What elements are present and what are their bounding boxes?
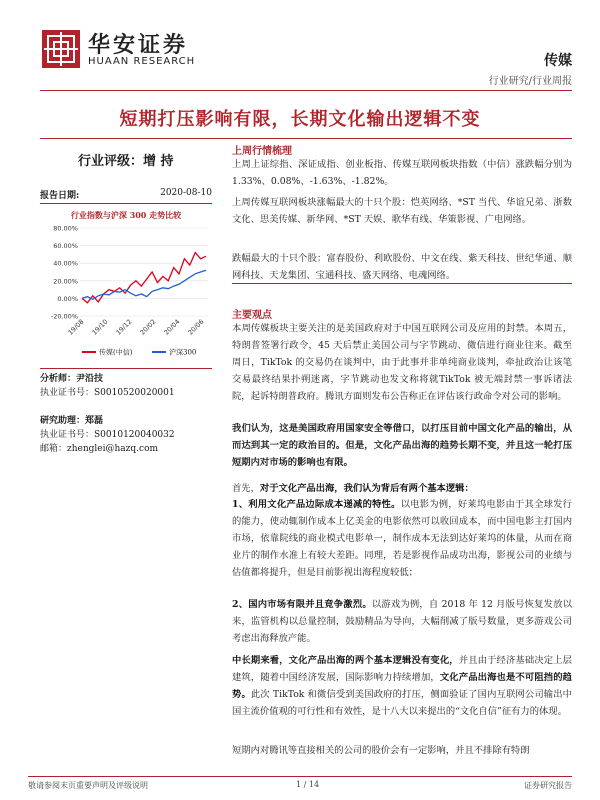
two-logics-bold: 对于文化产品出海，我们认为背后有两个基本逻辑：: [259, 483, 474, 494]
chart-x-tick-label: 20/02: [138, 317, 158, 337]
paragraph-long-term: [232, 652, 572, 720]
paragraph-logic-two: [232, 596, 572, 647]
paragraph-two-logics: [232, 480, 572, 497]
chart-x-tick-label: 19/12: [114, 317, 134, 337]
paragraph-core-view: 我们认为，这是美国政府用国家安全等借口，以打压目前中国文化产品的输出，从而达到其一定的政治目的。但是，文化产品出海的趋势长期不变，并且这一轮打压短期内对市场的影响也有限。: [232, 423, 572, 468]
chart-legend-label: 传媒(中信): [99, 348, 133, 357]
rating-value: 增 持: [143, 154, 174, 169]
long-term-text-1: 并且由于经济基础决定上层建筑，随着中国经济发展，国际影响力持续增加，: [232, 655, 572, 683]
title-divider: [40, 138, 572, 139]
analyst-label: 分析师：: [40, 374, 77, 384]
analyst-cert: 执业证书号：S0010520020001: [40, 388, 175, 398]
logic-one-body: 以电影为例，好莱坞电影由于其全球发行的能力，使动辄制作成本上亿美金的电影依然可以收回成本，而中国电影主打国内市场，依靠院线的商业模式电影单一，制作成本无法到达好莱坞的体量，从而在商业片的制作水准上有较大差距。同理，若是影视作品成功出海，影视公司的业绩与估值都将提升，但是目前影视出海程度较低；: [232, 499, 572, 578]
chart-y-tick-label: -20.00%: [50, 312, 78, 321]
paragraph-short-term: 短期内对腾讯等直接相关的公司的股价会有一定影响，并且不排除有特朗: [232, 745, 530, 756]
chart-series-line: [82, 270, 206, 299]
two-logics-lead: 首先，: [232, 483, 260, 494]
analyst-name: 尹沿技: [76, 374, 104, 384]
logic-one-heading: 1、利用文化产品边际成本递减的特性。: [232, 499, 401, 510]
assistant-email[interactable]: 邮箱：zhenglei@hazq.com: [40, 444, 159, 454]
chart-x-tick-label: 20/04: [162, 317, 182, 337]
header-divider: [40, 90, 572, 91]
index-comparison-chart: [40, 224, 212, 364]
section-heading-market-review: 上周行情梳理: [232, 146, 292, 157]
logo-chinese-text: 华安证券: [88, 32, 189, 58]
chart-y-tick-label: 60.00%: [53, 242, 78, 251]
paragraph-us-ban: 本周传媒板块主要关注的是美国政府对于中国互联网公司及应用的封禁。本周五，特朗普签署行政令，45 天后禁止美国公司与字节跳动、微信进行商业往来。截至周日，TikTok 的交易仍在谈判中，由于此事并非单纯商业谈判，牵扯政治让该笔交易最终结果扑朔迷离，字节跳动也发文称将就TikTok 被无端封禁一事诉诸法院，起诉特朗普政府。腾讯方面则发布公告称正在评估该行政命令对公司的影响。: [232, 323, 572, 402]
long-term-bold-2: 文化产品出海也是不可阻挡的趋势。: [232, 672, 572, 700]
analyst-row: [40, 372, 103, 386]
chart-y-tick-label: 80.00%: [53, 224, 78, 233]
paragraph-logic-one: [232, 496, 572, 581]
footer-report-label: 证券研究报告: [524, 781, 572, 790]
date-divider: [40, 203, 212, 204]
chart-legend-label: 沪深300: [169, 348, 197, 357]
report-title: 短期打压影响有限，长期文化输出逻辑不变: [119, 109, 481, 130]
report-date-row: [40, 188, 212, 201]
logic-two-body: 以游戏为例，自 2018 年 12 月版号恢复发放以来，监管机构以总量控制，鼓励精品为导向，大幅削减了版号数量，更多游戏公司考虑出海释放产能。: [232, 599, 572, 644]
chart-x-tick-label: 20/06: [186, 317, 206, 337]
paragraph-top-losers: 跌幅最大的十只个股：富春股份、利欧股份、中文在线、紫天科技、世纪华通、顺网科技、天龙集团、宝通科技、盛天网络、电魂网络。: [232, 253, 572, 281]
industry-name: 传媒: [544, 53, 572, 69]
chart-y-tick-label: 0.00%: [57, 294, 78, 303]
long-term-text-2: 此次 TikTok 和微信受到美国政府的打压，侧面验证了国内互联网公司输出中国主流价值观的可行性和有效性，是十八大以来提出的“文化自信”征有力的体现。: [232, 689, 572, 717]
chart-y-tick-label: 40.00%: [53, 259, 78, 268]
report-date-value: 2020-08-10: [160, 188, 212, 198]
paragraph-top-gainers: 上周传媒互联网板块涨幅最大的十只个股：恺英网络、*ST 当代、华谊兄弟、浙数文化、思美传媒、新华网、*ST 天娱、歌华有线、华策影视、广电网络。: [232, 197, 572, 225]
section-divider: [232, 283, 572, 284]
chart-x-tick-label: 19/10: [90, 317, 110, 337]
footer-divider: [28, 776, 572, 777]
report-date-label: 报告日期:: [40, 191, 80, 201]
chart-x-tick-label: 19/08: [66, 317, 86, 337]
footer-disclaimer[interactable]: 敬请参阅末页重要声明及评级说明: [28, 781, 148, 790]
assistant-cert: 执业证书号：S0010120040032: [40, 430, 175, 440]
company-logo-icon: [42, 30, 80, 68]
paragraph-index-performance: 上周上证综指、深证成指、创业板指、传媒互联网板块指数（中信）涨跌幅分别为 1.33%、0.08%、-1.63%、-1.82%。: [232, 159, 572, 187]
logo-english-text: HUAAN RESEARCH: [88, 56, 196, 67]
industry-rating: [78, 150, 174, 169]
page-number: 1 / 14: [296, 780, 320, 789]
assistant-row: [40, 414, 103, 428]
assistant-label: 研究助理：: [40, 416, 86, 426]
chart-y-tick-label: 20.00%: [53, 277, 78, 286]
assistant-name: 郑磊: [85, 416, 104, 426]
analyst-divider: [40, 368, 212, 369]
report-type: 行业研究/行业周报: [488, 76, 572, 87]
chart-title: 行业指数与沪深 300 走势比较: [70, 210, 182, 220]
long-term-bold-1: 中长期来看，文化产品出海的两个基本逻辑没有变化，: [232, 655, 459, 666]
section-heading-main-views: 主要观点: [232, 310, 272, 321]
logic-two-heading: 2、国内市场有限并且竞争激烈。: [232, 599, 372, 610]
rating-label: 行业评级：: [78, 154, 144, 169]
